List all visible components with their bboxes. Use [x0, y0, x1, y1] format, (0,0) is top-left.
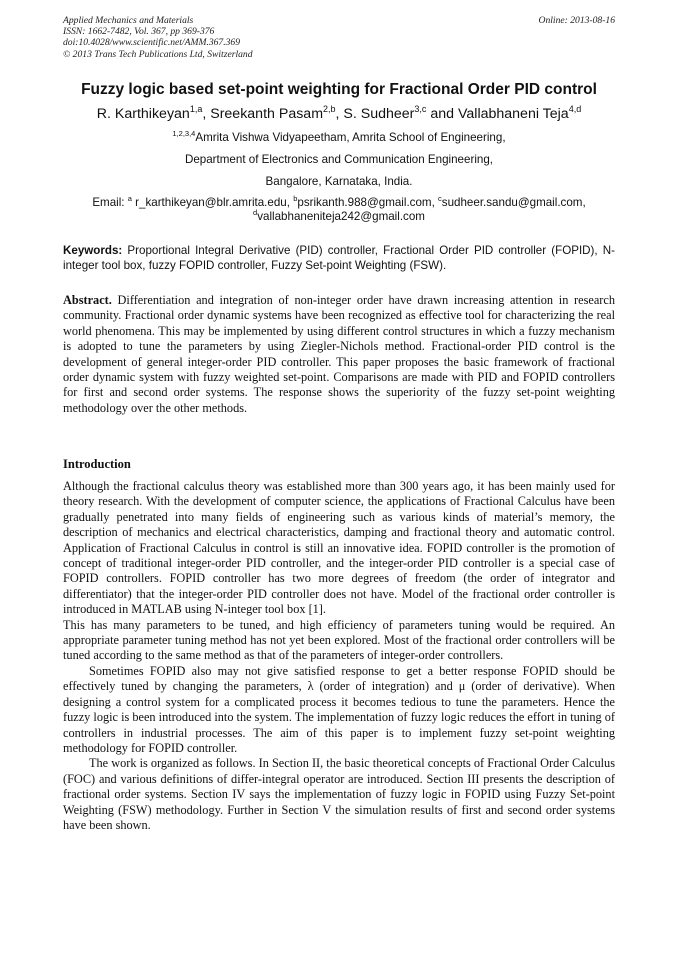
- author-sup: 3,c: [414, 104, 427, 114]
- author-name: Vallabhaneni Teja: [458, 106, 569, 122]
- author-name: R. Karthikeyan: [96, 106, 190, 122]
- affiliation-line-2: Department of Electronics and Communication Engineering,: [184, 153, 494, 166]
- keywords-label: Keywords:: [63, 244, 123, 257]
- email-d: vallabhaneniteja242@gmail.com: [257, 210, 425, 223]
- introduction-body: [63, 479, 615, 833]
- email-line-2: $^d$vallabhaneniteja242@gmail.com: [253, 208, 425, 223]
- journal-header: [63, 15, 615, 60]
- journal-issn: ISSN: 1662-7482, Vol. 367, pp 369-376: [63, 26, 215, 38]
- keywords-text: Proportional Integral Derivative (PID) controller, Fractional Order PID controller (FOPID), N-integer tool box, fuzzy FOPID controller, Fuzzy Set-point Weighting (FSW).: [63, 244, 615, 272]
- email-a: r_karthikeyan@blr.amrita.edu,: [131, 196, 294, 209]
- journal-name: Applied Mechanics and Materials: [63, 15, 194, 26]
- author-name: Sreekanth Pasam: [210, 106, 324, 122]
- email-c: sudheer.sandu@gmail.com,: [441, 196, 586, 209]
- affiliation-line-1: $^{1,2,3,4}$Amrita Vishwa Vidyapeetham, Amrita School of Engineering,: [172, 129, 506, 144]
- email-b: psrikanth.988@gmail.com,: [297, 196, 439, 209]
- affiliation-line-3: Bangalore, Karnataka, India.: [265, 175, 413, 188]
- abstract: [63, 293, 615, 416]
- keywords: [63, 243, 615, 273]
- journal-doi: doi:10.4028/www.scientific.net/AMM.367.369: [63, 37, 241, 49]
- author-sup: 4,d: [568, 104, 582, 114]
- author-list: R. Karthikeyan$^{1,a}$, Sreekanth Pasam$^{2,b}$, S. Sudheer$^{3,c}$ and Vallabhaneni Teja$^{4,d}$: [96, 104, 582, 122]
- abstract-label: Abstract.: [63, 293, 112, 307]
- author-name: S. Sudheer: [343, 106, 415, 122]
- section-heading-introduction: Introduction: [63, 457, 131, 471]
- paper-title: Fuzzy logic based set-point weighting for Fractional Order PID control: [81, 81, 597, 98]
- intro-paragraph-4: The work is organized as follows. In Section II, the basic theoretical concepts of Fractional Order Calculus (FOC) and various definitions of differ-integral operator are introduced. Section III presents the description of fractional order systems. Section IV says the implementation of fuzzy logic in FOPID using Fuzzy Set-point Weighting (FSW) methodology. Further in Section V the simulation results of first and second order systems have been shown.: [63, 756, 615, 832]
- email-line-1: Email: $^a$ r_karthikeyan@blr.amrita.edu, $^b$psrikanth.988@gmail.com, $^c$sudheer.sandu@gmail.com,: [92, 194, 586, 209]
- author-sup: 2,b: [323, 104, 336, 114]
- journal-copyright: © 2013 Trans Tech Publications Ltd, Switzerland: [63, 48, 253, 60]
- intro-paragraph-1: Although the fractional calculus theory was established more than 300 years ago, it has been mainly used for theory research. With the development of computer science, the applications of Fractional Calculus have been gradually penetrated into many fields of engineering such as various kinds of material’s memory, the description of mechanics and electrical characteristics, damping and fractional theory and automatic control. Application of Fractional Calculus in control is still an innovative idea. FOPID controller is the promotion of concept of traditional integer-order PID controller, and the integer-order PID controller is a special case of FOPID controllers. FOPID controller has two more degrees of freedom (the order of integrator and differentiator) that the integer-order PID controller does not have. Model of the fractional order controller is introduced in MATLAB using N-integer tool box [1].: [63, 479, 615, 617]
- abstract-text: Differentiation and integration of non-integer order have drawn increasing attention in research community. Fractional order dynamic systems have been recognized as effective tool for characterizing the real world phenomena. This may be implemented by using different control structures in which a fuzzy mechanism is adopted to tune the parameters by using Ziegler-Nichols method. Fractional-order PID control is the development of general integer-order PID controller. This paper proposes the basic framework of fractional order dynamic system with fuzzy weighted set-point. Comparisons are made with PID and FOPID controllers for first and second order systems. The response shows the superiority of the fuzzy set-point weighting methodology over the other methods.: [63, 293, 615, 415]
- author-sup: 1,a: [189, 104, 203, 114]
- online-date: Online: 2013-08-16: [538, 15, 615, 26]
- intro-paragraph-2: This has many parameters to be tuned, and high efficiency of parameters tuning would be required. An appropriate parameter tuning method has not yet been explored. Most of the fractional order controllers will be tuned according to the same method as that of the parameters of integer-order controllers.: [63, 617, 615, 663]
- intro-paragraph-3: Sometimes FOPID also may not give satisfied response to get a better response FOPID should be effectively tuned by changing the parameters, λ (order of integration) and μ (order of derivative). When designing a control system for a complicated process it becomes tedious to tune the parameters. Hence the fuzzy logic is been introduced into the system. The implementation of fuzzy logic reduces the effort in tuning of controllers in industrial processes. The aim of this paper is to implement fuzzy set-point weighting methodology for FOPID controller.: [63, 663, 615, 755]
